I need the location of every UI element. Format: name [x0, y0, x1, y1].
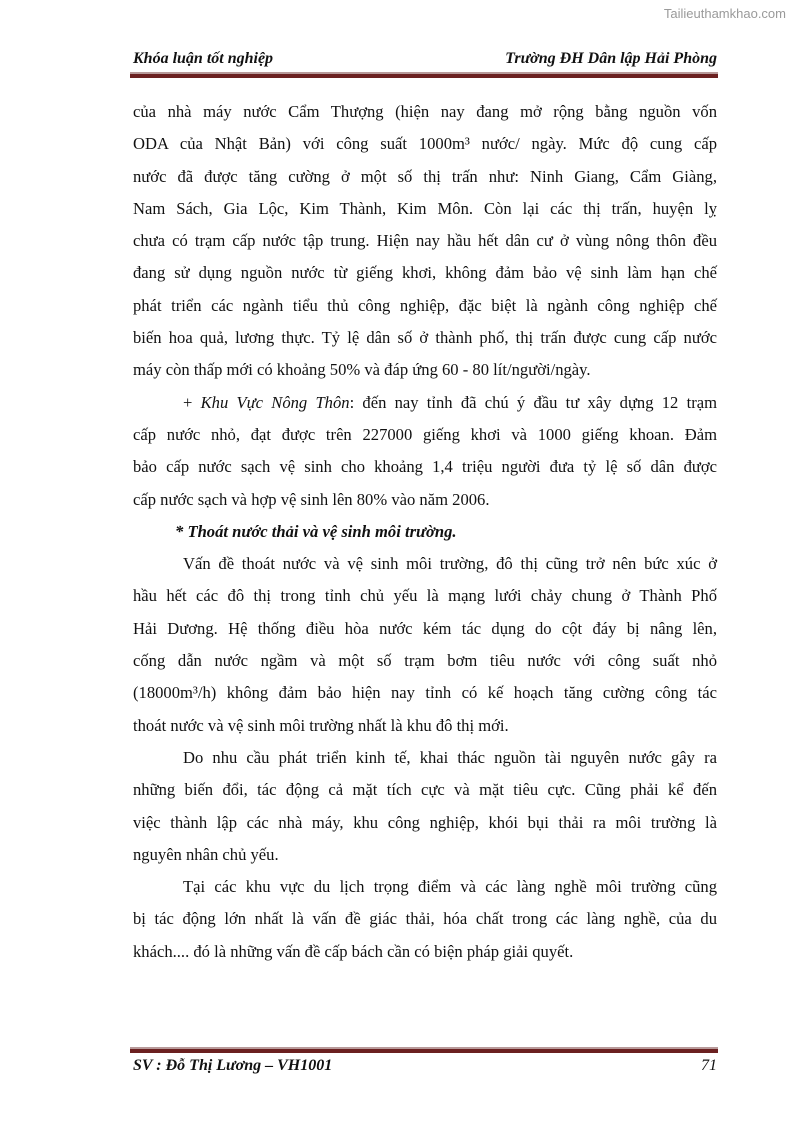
text-line: những biến đổi, tác động cả mặt tích cực và mặt tiêu cực. Cũng phải kể đến — [133, 780, 717, 800]
text-span: : đến nay tỉnh đã chú ý đầu tư xây dựng 12 trạm — [349, 392, 717, 412]
text-line: việc thành lập các nhà máy, khu công nghiệp, khói bụi thải ra môi trường là — [133, 812, 717, 832]
page-header — [133, 50, 717, 68]
paragraph-2 — [133, 387, 717, 516]
paragraph-3 — [133, 548, 717, 742]
text-line: Do nhu cầu phát triển kinh tế, khai thác nguồn tài nguyên nước gây ra — [183, 747, 717, 767]
footer-author: SV : Đỗ Thị Lương – VH1001 — [133, 1057, 333, 1074]
text-line: ODA của Nhật Bản) với công suất 1000m³ nước/ ngày. Mức độ cung cấp — [133, 134, 717, 154]
footer-rule — [130, 1047, 718, 1053]
text-line: nguyên nhân chủ yếu. — [133, 844, 279, 864]
text-line: máy còn thấp mới có khoảng 50% và đáp ứng 60 - 80 lít/người/ngày. — [133, 360, 591, 380]
text-line: cống dẫn nước ngầm và một số trạm bơm tiêu nước với công suất nhỏ — [133, 651, 717, 671]
text-line: chưa có trạm cấp nước tập trung. Hiện nay hầu hết dân cư ở vùng nông thôn đều — [133, 231, 717, 251]
page-number: 71 — [701, 1057, 717, 1074]
text-line: Nam Sách, Gia Lộc, Kim Thành, Kim Môn. Còn lại các thị trấn, huyện lỵ — [133, 198, 717, 218]
header-left: Khóa luận tốt nghiệp — [133, 50, 274, 67]
paragraph-5 — [133, 871, 717, 968]
page-footer — [133, 1057, 717, 1075]
text-line: cấp nước sạch và hợp vệ sinh lên 80% vào năm 2006. — [133, 489, 490, 509]
bullet-prefix: + — [183, 392, 201, 412]
text-line: (18000m³/h) không đảm bảo hiện nay tỉnh có kế hoạch tăng cường công tác — [133, 683, 717, 703]
text-line: khách.... đó là những vấn đề cấp bách cần có biện pháp giải quyết. — [133, 941, 574, 961]
text-line: Tại các khu vực du lịch trọng điểm và các làng nghề môi trường cũng — [183, 877, 717, 897]
text-line: hầu hết các đô thị trong tỉnh chủ yếu là mạng lưới chảy chung ở Thành Phố — [133, 586, 717, 606]
text-line: của nhà máy nước Cẩm Thượng (hiện nay đang mở rộng bằng nguồn vốn — [133, 102, 717, 121]
text-line — [133, 387, 717, 419]
text-line: bảo cấp nước sạch vệ sinh cho khoảng 1,4 triệu người đưa tỷ lệ số dân được — [133, 457, 717, 477]
text-line: Hải Dương. Hệ thống điều hòa nước kém tác dụng do cột đáy bị nâng lên, — [133, 618, 717, 638]
text-line: cấp nước nhỏ, đạt được trên 227000 giếng khơi và 1000 giếng khoan. Đảm — [133, 424, 717, 444]
watermark: Tailieuthamkhao.com — [663, 6, 786, 21]
text-line: phát triển các ngành tiểu thủ công nghiệp, đặc biệt là ngành công nghiệp chế — [133, 295, 717, 315]
text-line: đang sử dụng nguồn nước từ giếng khơi, không đảm bảo vệ sinh làm hạn chế — [133, 263, 717, 283]
text-line: Vấn đề thoát nước và vệ sinh môi trường, đô thị cũng trở nên bức xúc ở — [183, 554, 717, 574]
text-line: nước đã được tăng cường ở một số thị trấn như: Ninh Giang, Cẩm Giàng, — [133, 166, 717, 186]
text-line: bị tác động lớn nhất là vấn đề giác thải, hóa chất trong các làng nghề, của du — [133, 909, 717, 929]
section-heading: * Thoát nước thải và vệ sinh môi trường. — [175, 521, 457, 541]
paragraph-1 — [133, 96, 717, 387]
text-line: biến hoa quả, lương thực. Tỷ lệ dân số ở thành phố, thị trấn được cung cấp nước — [133, 328, 717, 348]
italic-term: Khu Vực Nông Thôn — [200, 392, 350, 412]
header-rule — [130, 72, 718, 78]
header-right: Trường ĐH Dân lập Hải Phòng — [505, 50, 717, 67]
text-line: thoát nước và vệ sinh môi trường nhất là khu đô thị mới. — [133, 715, 509, 735]
paragraph-4 — [133, 742, 717, 871]
document-body — [133, 96, 717, 968]
